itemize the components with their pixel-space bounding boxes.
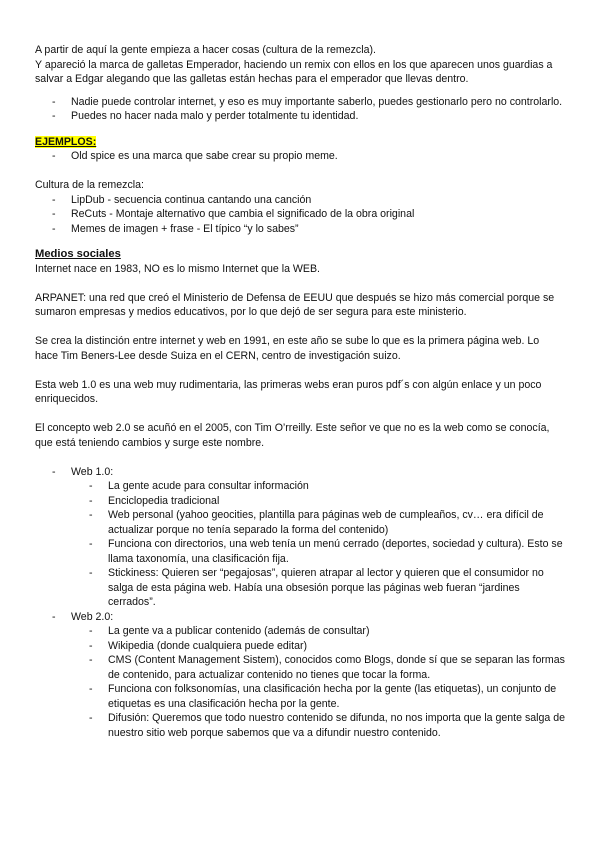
bullet-list-internet	[35, 95, 565, 124]
list-item: - Wikipedia (donde cualquiera puede editar)	[89, 639, 308, 652]
web-1-0-item: - Web 1.0: - La gente acude para consultar información - Enciclopedia tradicional - Web personal (yahoo geocities, plantilla para páginas web de cumpleaños, cv… era difícil de actualizar porque no tenía separado la forma del contenido) - Funciona con directorios, una web tenía un menú cerrado (deportes, sociedad y cultura). Esto se llama taxonomía, una clasificación fija. - Stickiness: Quieren ser “pegajosas”, quieren atrapar al lector y quieren que el consumidor no salga de esta página web. Había una obsesión porque las páginas web fueran “jardines cerrados”.	[35, 465, 565, 610]
list-item: - Nadie puede controlar internet, y eso es muy importante saberlo, puedes gestionarlo pero no controlarlo.	[52, 95, 563, 108]
paragraph-web-1-0: Esta web 1.0 es una web muy rudimentaria, las primeras webs eran puros pdf´s con algún enlace y un poco enriquecidos.	[35, 378, 542, 405]
document-page	[35, 43, 565, 740]
paragraph-web-2-0: El concepto web 2.0 se acuñó en el 2005, con Tim O’rreilly. Este señor ve que no es la web como se conocía, que está teniendo cambios y surge este nombre.	[35, 422, 550, 449]
intro-line-2: Y apareció la marca de galletas Emperador, haciendo un remix con ellos en los que aparecen unos guardias a salvar a Edgar alegando que las galletas están hechas para el emperador que llevas dentro.	[35, 58, 553, 85]
web-2-0-sublist	[71, 624, 565, 740]
list-item: - Stickiness: Quieren ser “pegajosas”, quieren atrapar al lector y quieren que el consumidor no salga de esta página web. Había una obsesión porque las páginas web fueran “jardines cerrados”.	[89, 567, 544, 608]
remezcla-heading: Cultura de la remezcla:	[35, 179, 144, 191]
medios-sociales-heading: Medios sociales	[35, 248, 121, 260]
ejemplos-heading: EJEMPLOS:	[35, 135, 97, 148]
web-versions-list	[35, 465, 565, 741]
ejemplos-list	[35, 149, 565, 164]
list-item: - Memes de imagen + frase - El típico “y lo sabes”	[52, 222, 299, 235]
list-item: - La gente acude para consultar información	[89, 480, 309, 492]
web-2-0-item: - Web 2.0: - La gente va a publicar contenido (además de consultar) - Wikipedia (donde cualquiera puede editar) - CMS (Content Management Sistem), conocidos como Blogs, donde sí que se separan las formas de contenido, para actualizar contenido no tienes que tocar la forma. - Funciona con folksonomías, una clasificación hecha por la gente (las etiquetas), un conjunto de etiquetas es una clasificación hecha por la gente. - Difusión: Queremos que todo nuestro contenido se difunda, no nos importa que la gente salga de nuestro sitio web porque sabemos que va a difundir nuestro contenido.	[52, 610, 566, 739]
list-item: - Funciona con directorios, una web tenía un menú cerrado (deportes, sociedad y cultura). Esto se llama taxonomía, una clasificación fija.	[89, 538, 563, 565]
list-item: - Old spice es una marca que sabe crear su propio meme.	[52, 150, 338, 162]
list-item: - Enciclopedia tradicional	[89, 494, 220, 507]
list-item: - Puedes no hacer nada malo y perder totalmente tu identidad.	[52, 110, 359, 122]
list-item: - LipDub - secuencia continua cantando una canción	[52, 193, 312, 206]
list-item: - Difusión: Queremos que todo nuestro contenido se difunda, no nos importa que la gente salga de nuestro sitio web porque sabemos que va a difundir nuestro contenido.	[89, 712, 566, 739]
paragraph-web-1991: Se crea la distinción entre internet y web en 1991, en este año se sube lo que es la primera página web. Lo hace Tim Beners-Lee desde Suiza en el CERN, centro de investigación suizo.	[35, 335, 540, 362]
list-item: - CMS (Content Management Sistem), conocidos como Blogs, donde sí que se separan las formas de contenido, para actualizar contenido no tienes que tocar la forma.	[89, 654, 565, 681]
list-item: - ReCuts - Montaje alternativo que cambia el significado de la obra original	[52, 208, 415, 220]
paragraph-internet-1983: Internet nace en 1983, NO es lo mismo Internet que la WEB.	[35, 262, 321, 275]
remezcla-list	[35, 193, 565, 237]
list-item: - Funciona con folksonomías, una clasificación hecha por la gente (las etiquetas), un conjunto de etiquetas es una clasificación hecha por la gente.	[89, 683, 557, 710]
list-item: - La gente va a publicar contenido (además de consultar)	[89, 625, 370, 637]
web-1-0-sublist	[71, 479, 565, 610]
intro-line-1: A partir de aquí la gente empieza a hacer cosas (cultura de la remezcla).	[35, 44, 376, 56]
list-item: - Web personal (yahoo geocities, plantilla para páginas web de cumpleaños, cv… era difícil de actualizar porque no tenía separado la forma del contenido)	[89, 509, 544, 536]
paragraph-arpanet: ARPANET: una red que creó el Ministerio de Defensa de EEUU que después se hizo más comercial porque se sumaron empresas y medios educativos, por lo que dejó de ser segura para este ministerio.	[35, 291, 555, 318]
